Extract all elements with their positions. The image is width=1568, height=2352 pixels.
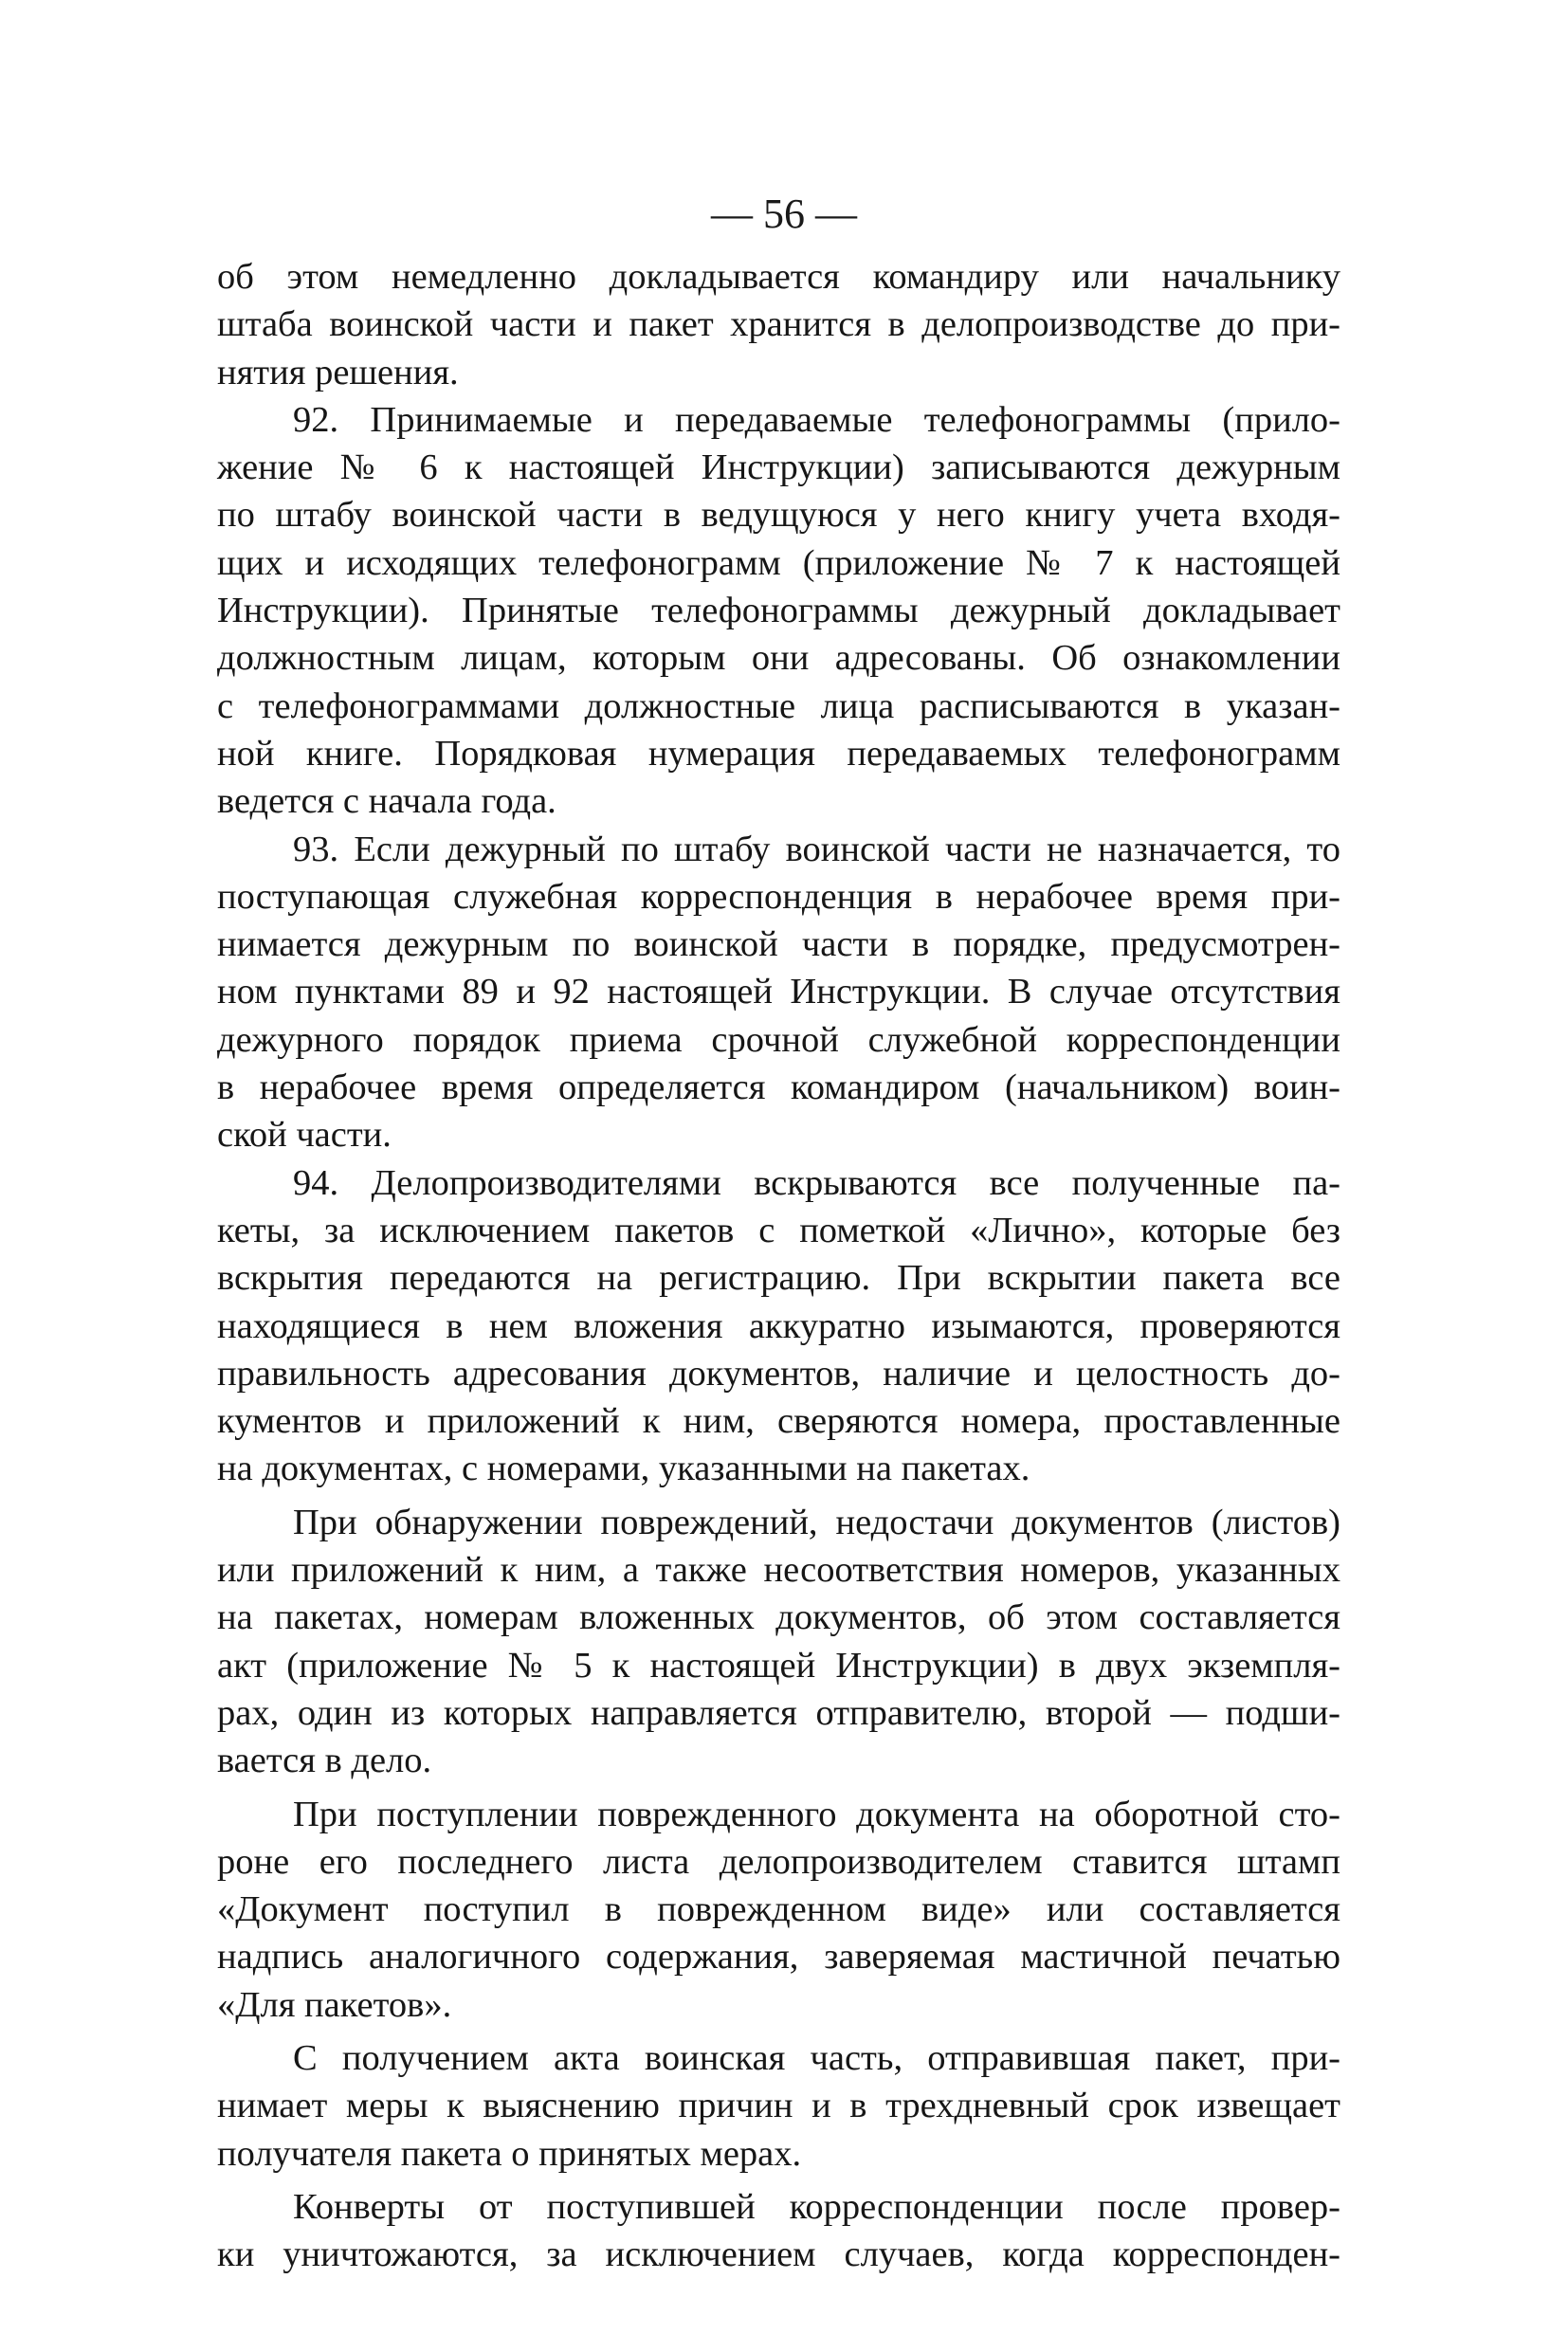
text-line: вается в дело. [217,1741,432,1781]
text-line: получателя пакета о принятых мерах. [217,2133,802,2174]
paragraph-item-93 [217,826,1340,1159]
document-body [217,253,1340,2278]
text-line: 92. Принимаемые и передаваемые телефонограммы (прило- [293,399,1340,440]
paragraph-act-received [217,2034,1340,2178]
text-line: надпись аналогичного содержания, заверяемая мастичной печатью [217,1937,1340,1978]
text-line: ном пунктами 89 и 92 настоящей Инструкции. В случае отсутствия [217,972,1340,1012]
text-line: на пакетах, номерам вложенных документов, об этом составляется [217,1597,1340,1638]
text-line: на документах, с номерами, указанными на пакетах. [217,1449,1030,1489]
text-line: кументов и приложений к ним, сверяются номера, проставленные [217,1401,1340,1442]
text-line: в нерабочее время определяется командиром (начальником) воин- [217,1067,1340,1108]
paragraph-damage-act [217,1499,1340,1785]
text-line: акт (приложение № 5 к настоящей Инструкции) в двух экземпля- [217,1645,1340,1686]
text-line: по штабу воинской части в ведущуюся у него книгу учета входя- [217,495,1340,536]
text-line: с телефонограммами должностные лица расписываются в указан- [217,685,1340,726]
text-line: 94. Делопроизводителями вскрываются все полученные па- [293,1162,1340,1203]
page-number: — 56 — [711,191,857,237]
paragraph-continuation [217,253,1340,396]
text-line: рах, один из которых направляется отправителю, второй — подши- [217,1692,1340,1733]
text-line: Конверты от поступившей корреспонденции после провер- [293,2186,1340,2227]
text-line: правильность адресования документов, наличие и целостность до- [217,1353,1340,1394]
text-line: поступающая служебная корреспонденция в нерабочее время при- [217,876,1340,917]
text-line: При поступлении поврежденного документа на оборотной сто- [293,1794,1340,1834]
text-line: С получением акта воинская часть, отправившая пакет, при- [293,2037,1340,2078]
text-line: об этом немедленно докладывается командиру или начальнику [217,257,1340,297]
text-line: дежурного порядок приема срочной служебной корреспонденции [217,1019,1340,1060]
text-line: ской части. [217,1115,392,1156]
text-line: нимает меры к выяснению причин и в трехдневный срок извещает [217,2086,1340,2126]
paragraph-envelopes [217,2183,1340,2279]
text-line: штаба воинской части и пакет хранится в делопроизводстве до при- [217,304,1340,345]
text-line: ведется с начала года. [217,781,556,822]
paragraph-damaged-stamp [217,1791,1340,2029]
text-line: При обнаружении повреждений, недостачи документов (листов) [293,1502,1340,1542]
text-line: «Документ поступил в поврежденном виде» или составляется [217,1889,1340,1930]
text-line: щих и исходящих телефонограмм (приложение № 7 к настоящей [217,542,1340,583]
text-line: нятия решения. [217,352,459,392]
text-line: роне его последнего листа делопроизводителем ставится штамп [217,1841,1340,1882]
text-line: жение № 6 к настоящей Инструкции) записываются дежурным [217,447,1340,488]
paragraph-item-94 [217,1159,1340,1493]
text-line: ной книге. Порядковая нумерация передаваемых телефонограмм [217,733,1340,774]
text-line: Инструкции). Принятые телефонограммы дежурный докладывает [217,591,1340,631]
text-line: вскрытия передаются на регистрацию. При вскрытии пакета все [217,1258,1340,1299]
text-line: должностным лицам, которым они адресованы. Об ознакомлении [217,638,1340,679]
text-line: находящиеся в нем вложения аккуратно изымаются, проверяются [217,1305,1340,1346]
text-line: «Для пакетов». [217,1984,452,2025]
text-line: 93. Если дежурный по штабу воинской части не назначается, то [293,829,1340,869]
text-line: ки уничтожаются, за исключением случаев, когда корреспонден- [217,2234,1340,2275]
text-line: кеты, за исключением пакетов с пометкой «Лично», которые без [217,1210,1340,1250]
text-line: нимается дежурным по воинской части в порядке, предусмотрен- [217,924,1340,965]
text-line: или приложений к ним, а также несоответствия номеров, указанных [217,1550,1340,1591]
paragraph-item-92 [217,396,1340,826]
